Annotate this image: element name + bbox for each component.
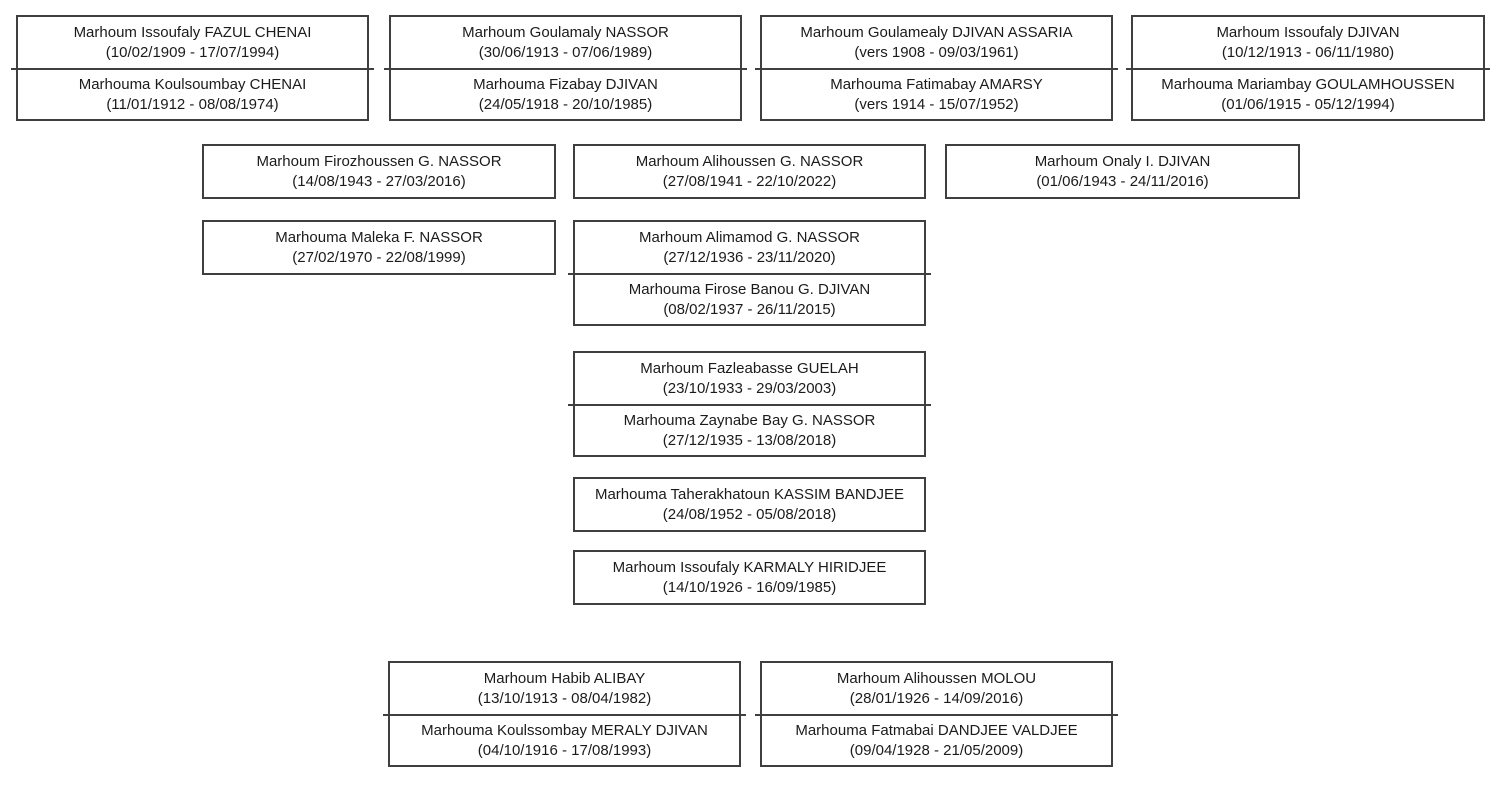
person-name: Marhouma Fizabay DJIVAN <box>473 75 658 93</box>
couple-box <box>16 15 369 121</box>
divider-stub <box>926 404 931 406</box>
divider-stub <box>383 714 388 716</box>
person-cell <box>762 17 1111 68</box>
divider-stub <box>1113 714 1118 716</box>
person-dates: (30/06/1913 - 07/06/1989) <box>478 43 653 61</box>
person-name: Marhoum Firozhoussen G. NASSOR <box>256 152 502 170</box>
person-name: Marhouma Firose Banou G. DJIVAN <box>628 280 871 298</box>
couple-box <box>760 661 1113 767</box>
person-dates: (10/12/1913 - 06/11/1980) <box>1221 43 1395 61</box>
person-dates: (08/02/1937 - 26/11/2015) <box>663 300 836 318</box>
person-name: Marhoum Alimamod G. NASSOR <box>639 228 860 246</box>
person-cell <box>390 714 739 765</box>
person-cell <box>762 714 1111 765</box>
person-dates: (04/10/1916 - 17/08/1993) <box>477 741 652 759</box>
person-dates: (28/01/1926 - 14/09/2016) <box>849 689 1024 707</box>
person-name: Marhouma Fatmabai DANDJEE VALDJEE <box>795 721 1078 739</box>
person-name: Marhouma Taherakhatoun KASSIM BANDJEE <box>594 485 905 503</box>
person-box <box>945 144 1300 199</box>
divider-stub <box>1126 68 1131 70</box>
person-name: Marhoum Habib ALIBAY <box>483 669 646 687</box>
person-cell <box>391 68 740 119</box>
person-name: Marhouma Zaynabe Bay G. NASSOR <box>623 411 876 429</box>
couple-box <box>573 220 926 326</box>
person-cell <box>575 479 924 530</box>
divider-stub <box>568 273 573 275</box>
couple-box <box>760 15 1113 121</box>
person-cell <box>575 404 924 455</box>
person-dates: (01/06/1943 - 24/11/2016) <box>1036 172 1209 190</box>
person-cell <box>204 222 554 273</box>
person-cell <box>1133 68 1483 119</box>
person-name: Marhouma Maleka F. NASSOR <box>275 228 483 246</box>
person-dates: (09/04/1928 - 21/05/2009) <box>849 741 1024 759</box>
couple-box <box>389 15 742 121</box>
divider-stub <box>384 68 389 70</box>
person-name: Marhouma Koulssombay MERALY DJIVAN <box>421 721 708 739</box>
person-cell <box>390 663 739 714</box>
person-cell <box>575 552 924 603</box>
person-box <box>573 144 926 199</box>
person-cell <box>391 17 740 68</box>
person-dates: (23/10/1933 - 29/03/2003) <box>662 379 837 397</box>
couple-box <box>1131 15 1485 121</box>
person-name: Marhoum Issoufaly KARMALY HIRIDJEE <box>612 558 887 576</box>
couple-box <box>573 351 926 457</box>
person-cell <box>575 353 924 404</box>
person-dates: (27/08/1941 - 22/10/2022) <box>662 172 837 190</box>
person-dates: (27/02/1970 - 22/08/1999) <box>292 248 466 266</box>
divider-stub <box>926 273 931 275</box>
couple-box <box>388 661 741 767</box>
person-dates: (27/12/1936 - 23/11/2020) <box>663 248 836 266</box>
person-dates: (10/02/1909 - 17/07/1994) <box>105 43 280 61</box>
person-name: Marhoum Goulamaly NASSOR <box>462 23 669 41</box>
person-dates: (24/05/1918 - 20/10/1985) <box>478 95 653 113</box>
divider-stub <box>568 404 573 406</box>
divider-stub <box>755 68 760 70</box>
person-name: Marhoum Onaly I. DJIVAN <box>1034 152 1211 170</box>
person-cell <box>575 273 924 324</box>
person-cell <box>1133 17 1483 68</box>
person-name: Marhoum Issoufaly FAZUL CHENAI <box>73 23 312 41</box>
person-cell <box>204 146 554 197</box>
person-cell <box>947 146 1298 197</box>
divider-stub <box>742 68 747 70</box>
person-cell <box>575 146 924 197</box>
person-name: Marhouma Koulsoumbay CHENAI <box>78 75 307 93</box>
person-dates: (13/10/1913 - 08/04/1982) <box>477 689 652 707</box>
person-name: Marhoum Goulamealy DJIVAN ASSARIA <box>800 23 1073 41</box>
person-name: Marhouma Fatimabay AMARSY <box>830 75 1043 93</box>
person-dates: (14/08/1943 - 27/03/2016) <box>292 172 466 190</box>
person-box <box>573 550 926 605</box>
person-name: Marhouma Mariambay GOULAMHOUSSEN <box>1161 75 1455 93</box>
person-name: Marhoum Fazleabasse GUELAH <box>640 359 859 377</box>
person-dates: (01/06/1915 - 05/12/1994) <box>1221 95 1395 113</box>
person-cell <box>762 663 1111 714</box>
person-dates: (11/01/1912 - 08/08/1974) <box>106 95 279 113</box>
person-cell <box>762 68 1111 119</box>
person-cell <box>18 17 367 68</box>
person-dates: (14/10/1926 - 16/09/1985) <box>662 578 837 596</box>
person-box <box>202 144 556 199</box>
person-box <box>573 477 926 532</box>
divider-stub <box>755 714 760 716</box>
person-dates: (27/12/1935 - 13/08/2018) <box>662 431 837 449</box>
divider-stub <box>1485 68 1490 70</box>
person-dates: (vers 1914 - 15/07/1952) <box>854 95 1019 113</box>
person-box <box>202 220 556 275</box>
person-name: Marhoum Alihoussen G. NASSOR <box>635 152 864 170</box>
divider-stub <box>1113 68 1118 70</box>
divider-stub <box>11 68 16 70</box>
person-dates: (vers 1908 - 09/03/1961) <box>854 43 1019 61</box>
person-name: Marhoum Issoufaly DJIVAN <box>1216 23 1400 41</box>
person-dates: (24/08/1952 - 05/08/2018) <box>662 505 837 523</box>
person-cell <box>18 68 367 119</box>
person-cell <box>575 222 924 273</box>
divider-stub <box>369 68 374 70</box>
person-name: Marhoum Alihoussen MOLOU <box>836 669 1037 687</box>
divider-stub <box>741 714 746 716</box>
